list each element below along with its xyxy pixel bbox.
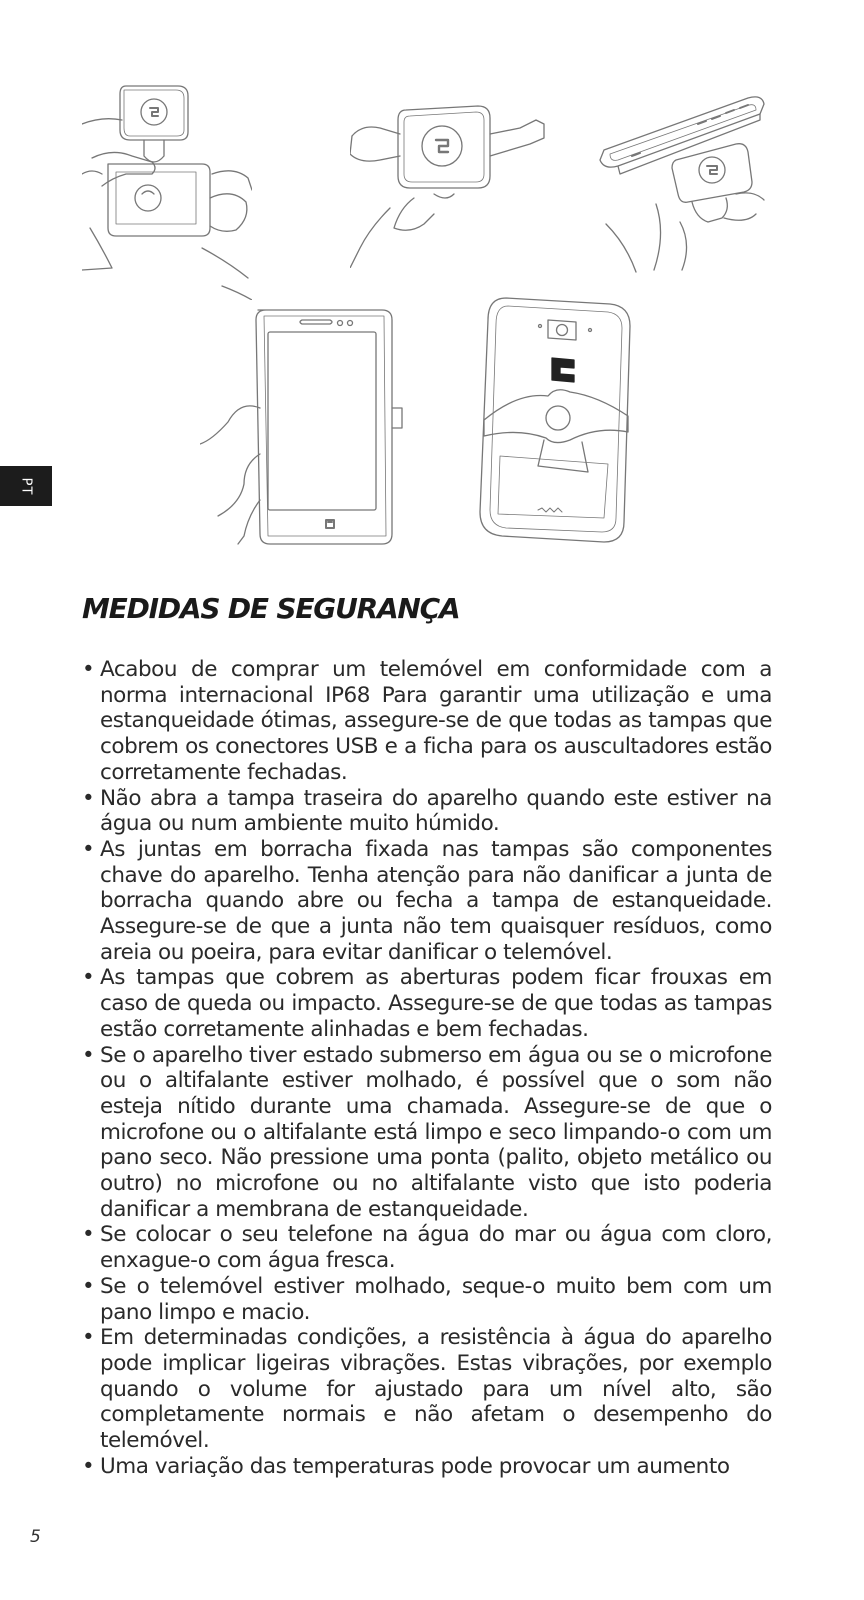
safety-list (82, 657, 772, 1480)
list-item: • As tampas que cobrem as aberturas podem ficar frouxas em caso de queda ou impacto. Assegure-se de que todas as tampas estão corretamente alinhadas e bem fechadas. (82, 965, 772, 1042)
list-item: • Acabou de comprar um telemóvel em conformidade com a norma internacional IP68 Para garantir uma utilização e uma estanqueidade ótimas, assegure-se de que todas as tampas que cobrem os conectores USB e a ficha para os auscultadores estão corretamente fechadas. (82, 657, 772, 786)
page-number: 5 (30, 1527, 41, 1547)
logo-badge-icon (552, 358, 574, 382)
logo-badge-icon (326, 520, 334, 528)
section-title: MEDIDAS DE SEGURANÇA (82, 592, 460, 625)
list-item: • Em determinadas condições, a resistência à água do aparelho pode implicar ligeiras vibrações. Estas vibrações, por exemplo quando o volume for ajustado para um nível alto, são completamente normais e não afetam o desempenho do telemóvel. (82, 1325, 772, 1454)
language-label: PT (18, 477, 34, 495)
list-item: • Não abra a tampa traseira do aparelho quando este estiver na água ou num ambiente muito húmido. (82, 786, 772, 837)
list-item: • Se o aparelho tiver estado submerso em água ou se o microfone ou o altifalante estiver molhado, é possível que o som não esteja nítido durante uma chamada. Assegure-se de que o microfone ou o altifalante está limpo e seco limpando-o com um pano seco. Não pressione uma ponta (palito, objeto metálico ou outro) no microfone ou no altifalante visto que isto poderia danificar a membrana de estanqueidade. (82, 1043, 772, 1223)
speaker-grille-icon (538, 508, 562, 512)
illustration-mount-attach (82, 78, 252, 300)
list-item: • Uma variação das temperaturas pode provocar um aumento (82, 1454, 772, 1480)
list-item: • As juntas em borracha fixada nas tampas são componentes chave do aparelho. Tenha atenção para não danificar a junta de borracha quando abre ou fecha a tampa de estanqueidade. Assegure-se de que a junta não tem quaisquer resíduos, como areia ou poeira, para evitar danificar o telemóvel. (82, 837, 772, 966)
camera-icon (557, 325, 568, 336)
illustration-mount-band (350, 98, 546, 268)
illustration-phone-back (478, 296, 634, 546)
illustration-phone-clip (596, 94, 772, 274)
language-tab (0, 466, 52, 506)
list-item: • Se colocar o seu telefone na água do mar ou água com cloro, enxague-o com água fresca. (82, 1222, 772, 1273)
illustration-phone-front (200, 304, 408, 546)
list-item: • Se o telemóvel estiver molhado, seque-o muito bem com um pano limpo e macio. (82, 1274, 772, 1325)
